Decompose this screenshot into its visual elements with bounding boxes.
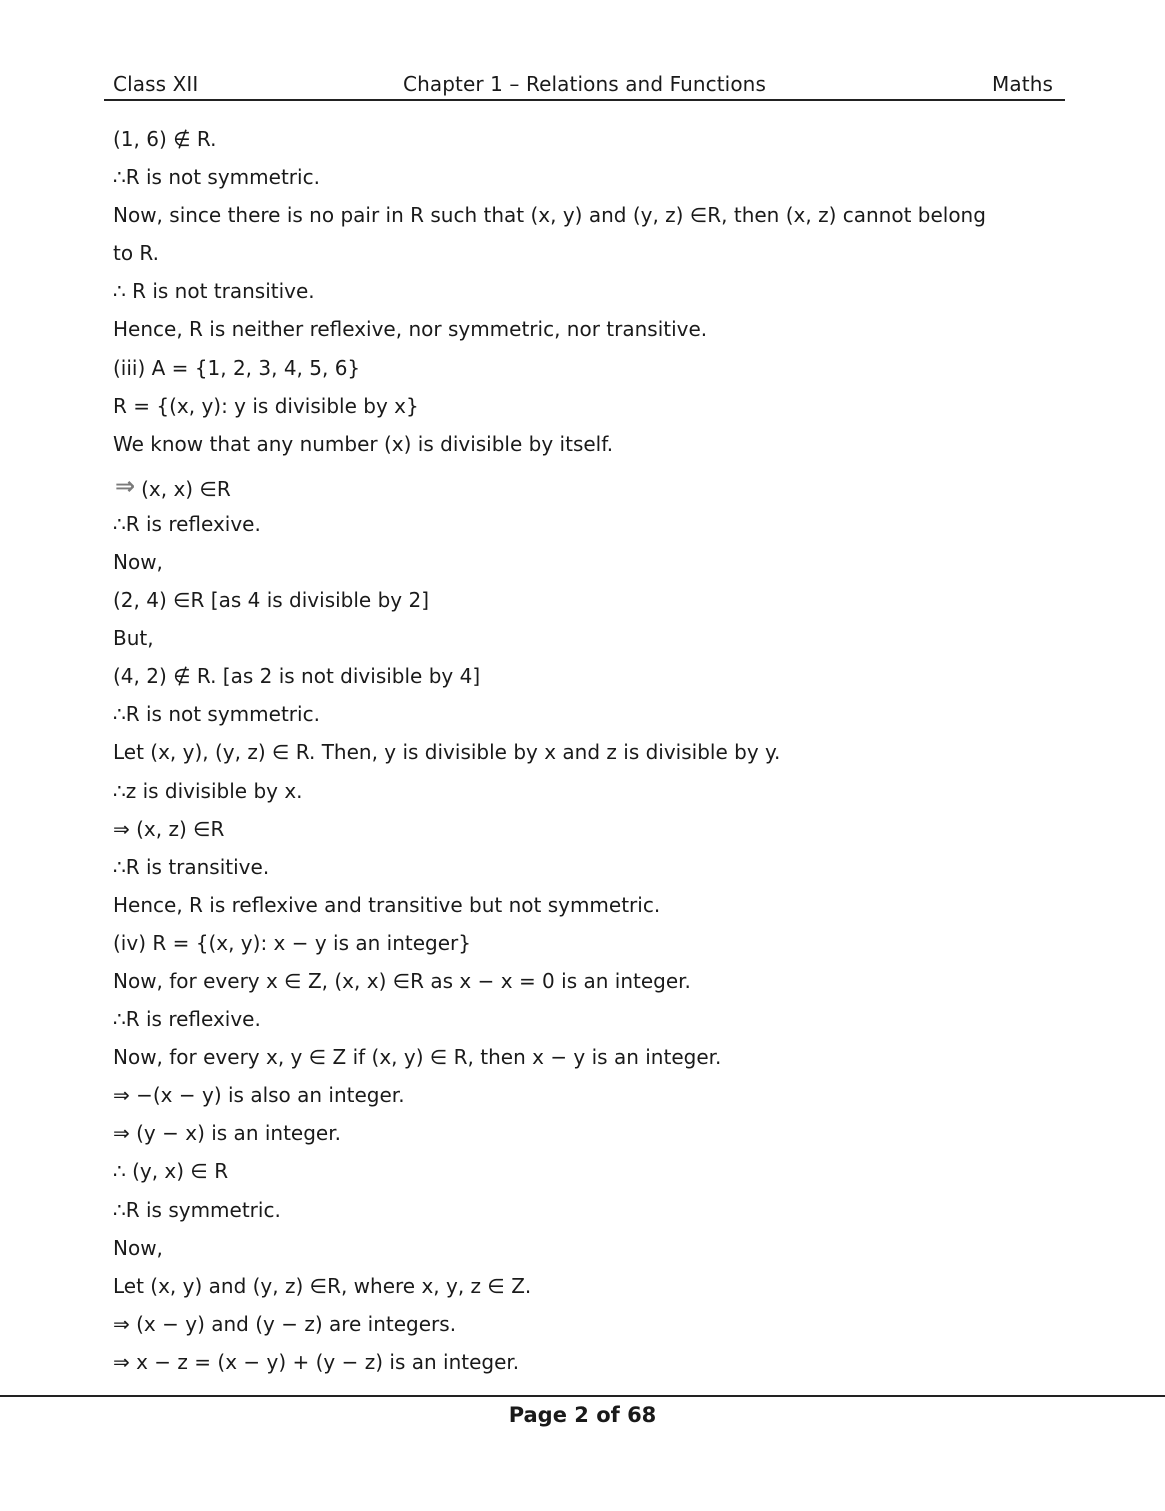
text-line: We know that any number (x) is divisible by itself. <box>113 431 614 456</box>
header-chapter-title: Chapter 1 – Relations and Functions <box>403 72 766 96</box>
text-line: ∴ R is not transitive. <box>113 279 315 304</box>
text-line: R = {(x, y): y is divisible by x} <box>113 393 419 418</box>
text-line: ⇒ (x, z) ∈R <box>113 816 225 841</box>
text-line: ⇒ (x − y) and (y − z) are integers. <box>113 1311 457 1336</box>
text-line: (4, 2) ∉ R. [as 2 is not divisible by 4] <box>113 664 481 689</box>
text-line: ⇒ (y − x) is an integer. <box>113 1121 341 1146</box>
text-line: (iv) R = {(x, y): x − y is an integer} <box>113 930 471 955</box>
text-line: Hence, R is neither reflexive, nor symmetric, nor transitive. <box>113 317 708 342</box>
text-line: ∴z is divisible by x. <box>113 778 303 803</box>
page-header <box>104 70 1065 100</box>
header-subject: Maths <box>992 72 1053 96</box>
header-divider <box>104 99 1065 101</box>
text-line: (iii) A = {1, 2, 3, 4, 5, 6} <box>113 355 361 380</box>
text-line: ∴R is reflexive. <box>113 511 261 536</box>
text-line: ∴R is not symmetric. <box>113 702 320 727</box>
text-line: (1, 6) ∉ R. <box>113 127 217 151</box>
text-line: Now, <box>113 1235 163 1260</box>
text-line-with-implies-image <box>113 463 1073 505</box>
text-line: Let (x, y) and (y, z) ∈R, where x, y, z ∈ Z. <box>113 1273 532 1298</box>
text-line: But, <box>113 626 154 651</box>
text-line: ∴R is reflexive. <box>113 1007 261 1032</box>
text-line: ∴R is symmetric. <box>113 1197 281 1222</box>
text-line: ⇒ x − z = (x − y) + (y − z) is an integer. <box>113 1349 520 1374</box>
text-line: Now, for every x, y ∈ Z if (x, y) ∈ R, then x − y is an integer. <box>113 1045 722 1070</box>
page-number: Page 2 of 68 <box>508 1403 657 1427</box>
implies-arrow-icon: ⇒ <box>115 471 136 500</box>
text-line: Let (x, y), (y, z) ∈ R. Then, y is divisible by x and z is divisible by y. <box>113 740 781 765</box>
text-line: ∴ (y, x) ∈ R <box>113 1159 229 1184</box>
document-body <box>113 120 1073 1381</box>
text-line: Now, since there is no pair in R such that (x, y) and (y, z) ∈R, then (x, z) cannot belong <box>113 203 986 228</box>
text-line: (2, 4) ∈R [as 4 is divisible by 2] <box>113 588 430 613</box>
text-line: ∴R is not symmetric. <box>113 165 320 190</box>
text-line: ∴R is transitive. <box>113 854 270 879</box>
header-class: Class XII <box>113 72 199 96</box>
text-line: ⇒ −(x − y) is also an integer. <box>113 1083 405 1108</box>
text-line: to R. <box>113 241 159 266</box>
text-line: Now, for every x ∈ Z, (x, x) ∈R as x − x = 0 is an integer. <box>113 968 691 993</box>
text-line: (x, x) ∈R <box>141 476 231 501</box>
text-line: Hence, R is reflexive and transitive but not symmetric. <box>113 892 661 917</box>
text-line: Now, <box>113 549 163 574</box>
footer-divider <box>0 1395 1165 1397</box>
